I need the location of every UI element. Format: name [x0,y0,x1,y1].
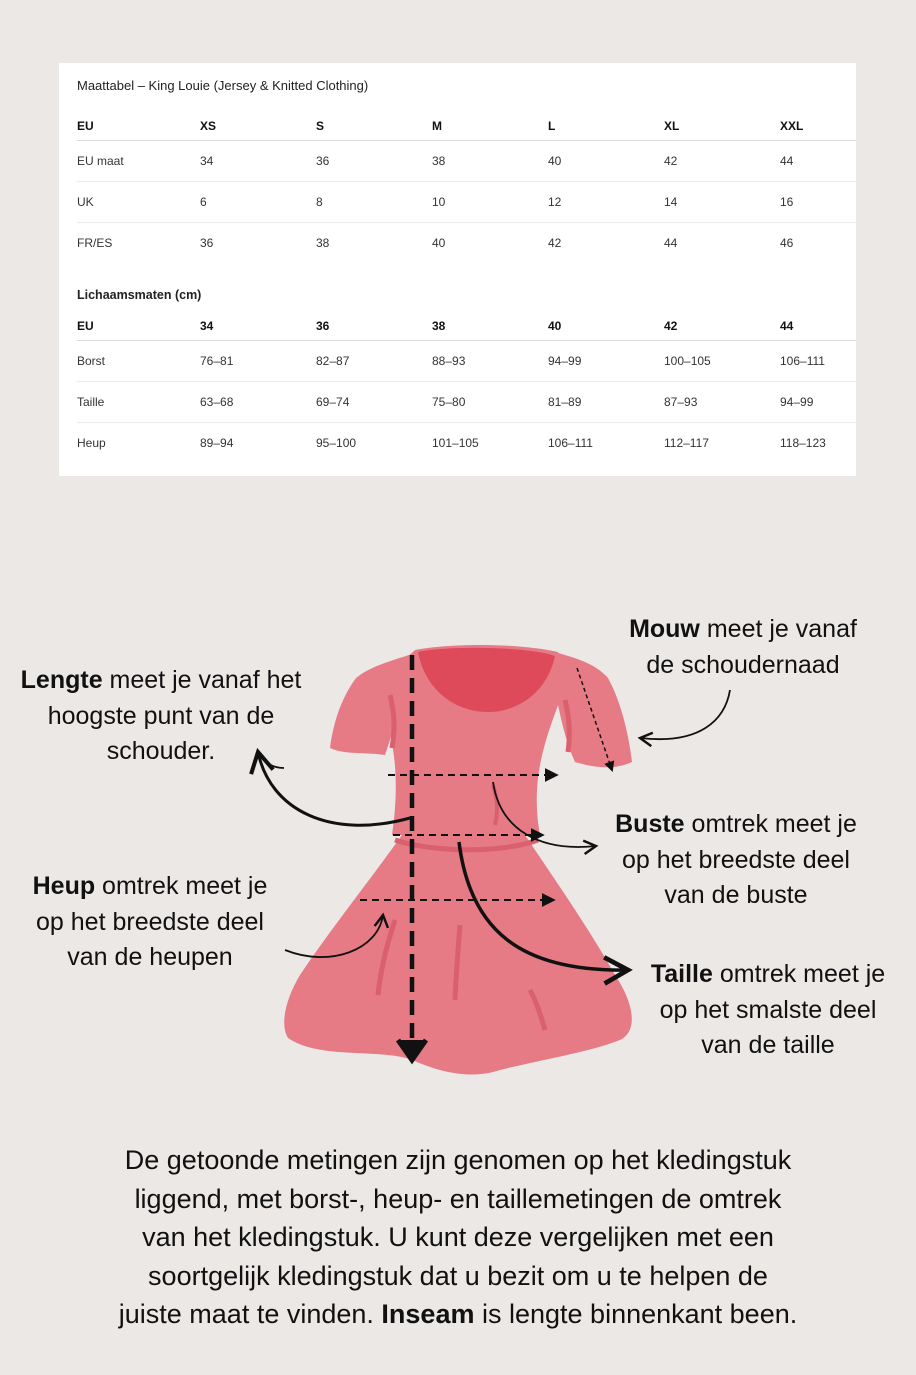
table-header-cell: L [548,119,556,133]
table-cell: 46 [780,236,794,250]
hip-label: Heup omtrek meet je op het breedste deel van de heupen [32,872,268,971]
table-cell: 82–87 [316,354,350,368]
sleeve-label-title: Mouw [629,615,700,643]
table-cell: UK [77,195,94,209]
table-cell: 112–117 [664,436,709,450]
table-header-cell: XS [200,119,217,133]
table-cell: 40 [432,236,446,250]
table-cell: 10 [432,195,446,209]
table-header-cell: S [316,119,325,133]
table-header-cell: EU [77,319,94,333]
table-cell: EU maat [77,154,124,168]
table-cell: 42 [548,236,562,250]
table-cell: 76–81 [200,354,234,368]
table-header-cell: 38 [432,319,446,333]
table-header-cell: 34 [200,319,214,333]
table-cell: 38 [432,154,446,168]
table-cell: 16 [780,195,794,209]
waist-label-title: Taille [650,960,713,988]
table-cell: 40 [548,154,562,168]
bust-label-title: Buste [615,810,685,838]
table-cell: 81–89 [548,395,582,409]
sleeve-callout-arrow [640,690,730,739]
table-cell: 88–93 [432,354,466,368]
table-cell: 38 [316,236,330,250]
body-measurements-title: Lichaamsmaten (cm) [77,288,202,302]
table-cell: 89–94 [200,436,234,450]
table-cell: 87–93 [664,395,698,409]
table-cell: 118–123 [780,436,826,450]
table-cell: 100–105 [664,354,711,368]
table-cell: 94–99 [780,395,814,409]
table-cell: 106–111 [548,436,593,450]
length-label-title: Lengte [20,666,103,694]
table-cell: 12 [548,195,562,209]
table-cell: 34 [200,154,214,168]
table-header-cell: 42 [664,319,678,333]
table-cell: Taille [77,395,105,409]
table-cell: 42 [664,154,678,168]
table-cell: 95–100 [316,436,357,450]
bust-label: Buste omtrek meet je op het breedste deel van de buste [615,810,857,909]
table-cell: 6 [200,195,207,209]
table-cell: 8 [316,195,323,209]
table-cell: 36 [316,154,330,168]
length-label: Lengte meet je vanaf het hoogste punt van de schouder. [20,666,302,765]
table-cell: 106–111 [780,354,825,368]
table-cell: 36 [200,236,214,250]
table-cell: Borst [77,354,106,368]
table-cell: 101–105 [432,436,479,450]
table-cell: 94–99 [548,354,582,368]
table-cell: 63–68 [200,395,234,409]
table-header-cell: 40 [548,319,562,333]
table-header-cell: 44 [780,319,794,333]
table-header-cell: M [432,119,442,133]
sleeve-label: Mouw meet je vanaf de schoudernaad [629,615,857,679]
table-cell: FR/ES [77,236,113,250]
table-header-cell: XL [664,119,680,133]
table-cell: Heup [77,436,106,450]
dress-shape [284,645,632,1075]
hip-label-title: Heup [32,872,96,900]
table-header-cell: 36 [316,319,330,333]
inseam-term: Inseam [381,1299,475,1329]
waist-label: Taille omtrek meet je op het smalste deel van de taille [650,960,886,1059]
measurement-note: De getoonde metingen zijn genomen op het kledingstuk liggend, met borst-, heup- en taillemetingen de omtrek van het kledingstuk. U kunt deze vergelijken met een soortgelijk kledingstuk dat u bezit om u te helpen de juiste maat te vinden. Inseam is lengte binnenkant been. [118,1145,798,1329]
table-cell: 14 [664,195,678,209]
table-cell: 44 [780,154,794,168]
table-header-cell: EU [77,119,94,133]
size-table-title: Maattabel – King Louie (Jersey & Knitted Clothing) [77,78,369,93]
table-cell: 75–80 [432,395,466,409]
table-cell: 44 [664,236,678,250]
table-cell: 69–74 [316,395,350,409]
dress-bodice [380,700,560,835]
table-header-cell: XXL [780,119,804,133]
